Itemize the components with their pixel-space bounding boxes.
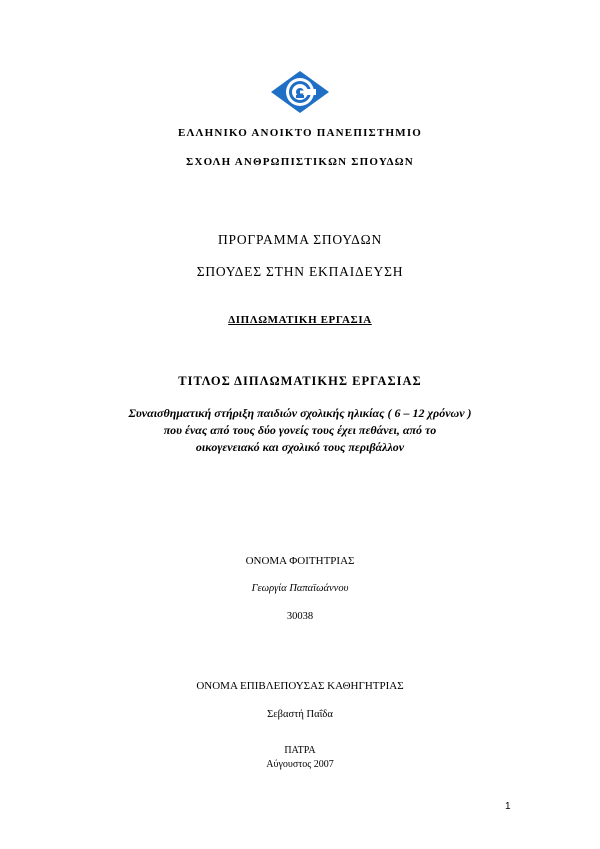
university-logo-icon xyxy=(270,70,330,114)
university-name: ΕΛΛΗΝΙΚΟ ΑΝΟΙΚΤΟ ΠΑΝΕΠΙΣΤΗΜΙΟ xyxy=(177,127,423,139)
title-heading: ΤΙΤΛΟΣ ΔΙΠΛΩΜΑΤΙΚΗΣ ΕΡΓΑΣΙΑΣ xyxy=(178,374,422,388)
thesis-title-line: οικογενειακό και σχολικό τους περιβάλλον xyxy=(195,440,405,454)
thesis-title-line: Συναισθηματική στήριξη παιδιών σχολικής ηλικίας ( 6 – 12 χρόνων ) xyxy=(128,406,472,420)
supervisor-heading: ΟΝΟΜΑ ΕΠΙΒΛΕΠΟΥΣΑΣ ΚΑΘΗΓΗΤΡΙΑΣ xyxy=(196,680,404,692)
thesis-title xyxy=(0,405,600,456)
thesis-label: ΔΙΠΛΩΜΑΤΙΚΗ ΕΡΓΑΣΙΑ xyxy=(228,314,372,326)
thesis-title-line: που ένας από τους δύο γονείς τους έχει πεθάνει, από το xyxy=(163,423,437,437)
student-name: Γεωργία Παπαϊωάννου xyxy=(251,583,349,594)
date: Αύγουστος 2007 xyxy=(266,759,334,770)
student-heading: ΟΝΟΜΑ ΦΟΙΤΗΤΡΙΑΣ xyxy=(245,555,355,567)
page-number: 1 xyxy=(505,801,511,812)
school-name: ΣΧΟΛΗ ΑΝΘΡΩΠΙΣΤΙΚΩΝ ΣΠΟΥΔΩΝ xyxy=(186,156,414,168)
city: ΠΑΤΡΑ xyxy=(284,745,316,756)
student-id: 30038 xyxy=(286,611,314,622)
program-label: ΠΡΟΓΡΑΜΜΑ ΣΠΟΥΔΩΝ xyxy=(217,232,383,247)
supervisor-name: Σεβαστή Παΐδα xyxy=(267,709,333,720)
program-name: ΣΠΟΥΔΕΣ ΣΤΗΝ ΕΚΠΑΙΔΕΥΣΗ xyxy=(196,264,404,279)
